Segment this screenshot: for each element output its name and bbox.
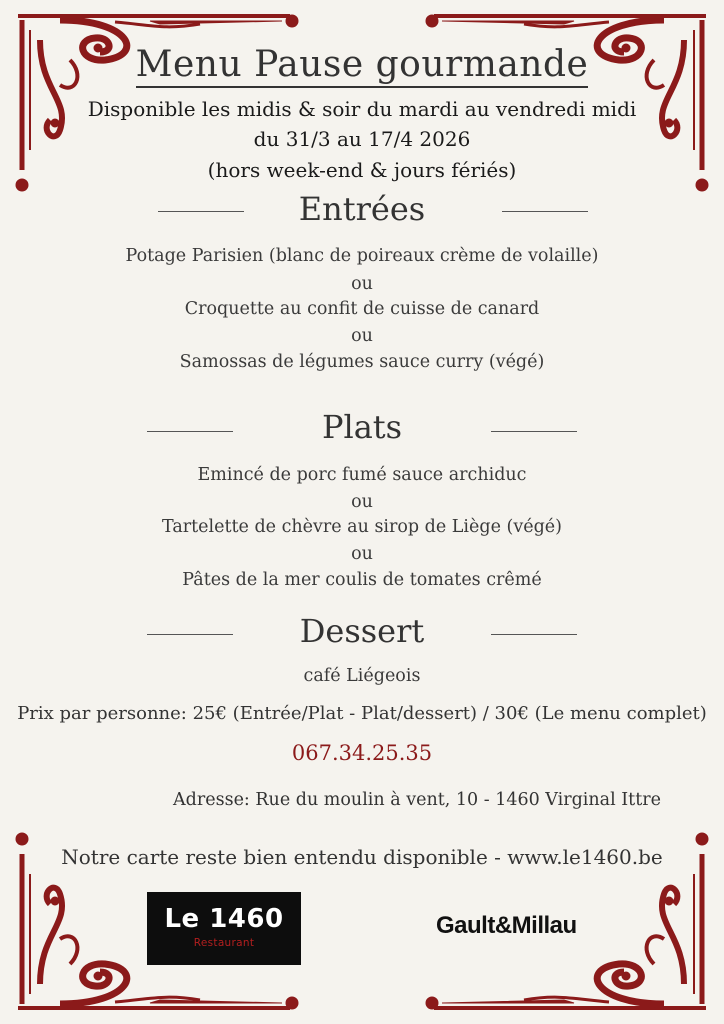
- price-info: Prix par personne: 25€ (Entrée/Plat - Plat/dessert) / 30€ (Le menu complet): [17, 703, 707, 724]
- restaurant-logo: [147, 892, 301, 965]
- menu-item: Pâtes de la mer coulis de tomates crêmé: [182, 570, 542, 590]
- menu-item: Samossas de légumes sauce curry (végé): [179, 352, 545, 372]
- menu-separator-or: ou: [351, 492, 373, 512]
- restaurant-logo-tag: Restaurant: [193, 937, 255, 949]
- phone-number[interactable]: 067.34.25.35: [291, 741, 433, 765]
- footer-note: Notre carte reste bien entendu disponible - www.le1460.be: [61, 845, 663, 869]
- menu-item: Croquette au confit de cuisse de canard: [184, 299, 540, 319]
- page-title: [0, 44, 724, 85]
- section-heading-dessert: Dessert: [299, 612, 425, 650]
- section-heading-plats: Plats: [321, 408, 403, 446]
- subtitle-dates: du 31/3 au 17/4 2026: [253, 127, 471, 151]
- menu-item: Emincé de porc fumé sauce archiduc: [197, 465, 527, 485]
- gault-millau-logo: Gault&Millau: [436, 912, 577, 939]
- menu-item: Potage Parisien (blanc de poireaux crème de volaille): [125, 246, 599, 266]
- menu-separator-or: ou: [351, 544, 373, 564]
- menu-separator-or: ou: [351, 326, 373, 346]
- subtitle-exclusions: (hors week-end & jours fériés): [207, 158, 517, 182]
- menu-item: café Liégeois: [303, 666, 421, 686]
- restaurant-logo-name: Le 1460: [164, 904, 284, 934]
- page-title-text: Menu Pause gourmande: [136, 44, 589, 88]
- section-heading-entrees: Entrées: [298, 190, 426, 228]
- menu-item: Tartelette de chèvre au sirop de Liège (végé): [162, 517, 562, 537]
- address: Adresse: Rue du moulin à vent, 10 - 1460 Virginal Ittre: [173, 790, 661, 810]
- menu-separator-or: ou: [351, 274, 373, 294]
- subtitle-availability: Disponible les midis & soir du mardi au vendredi midi: [87, 97, 637, 121]
